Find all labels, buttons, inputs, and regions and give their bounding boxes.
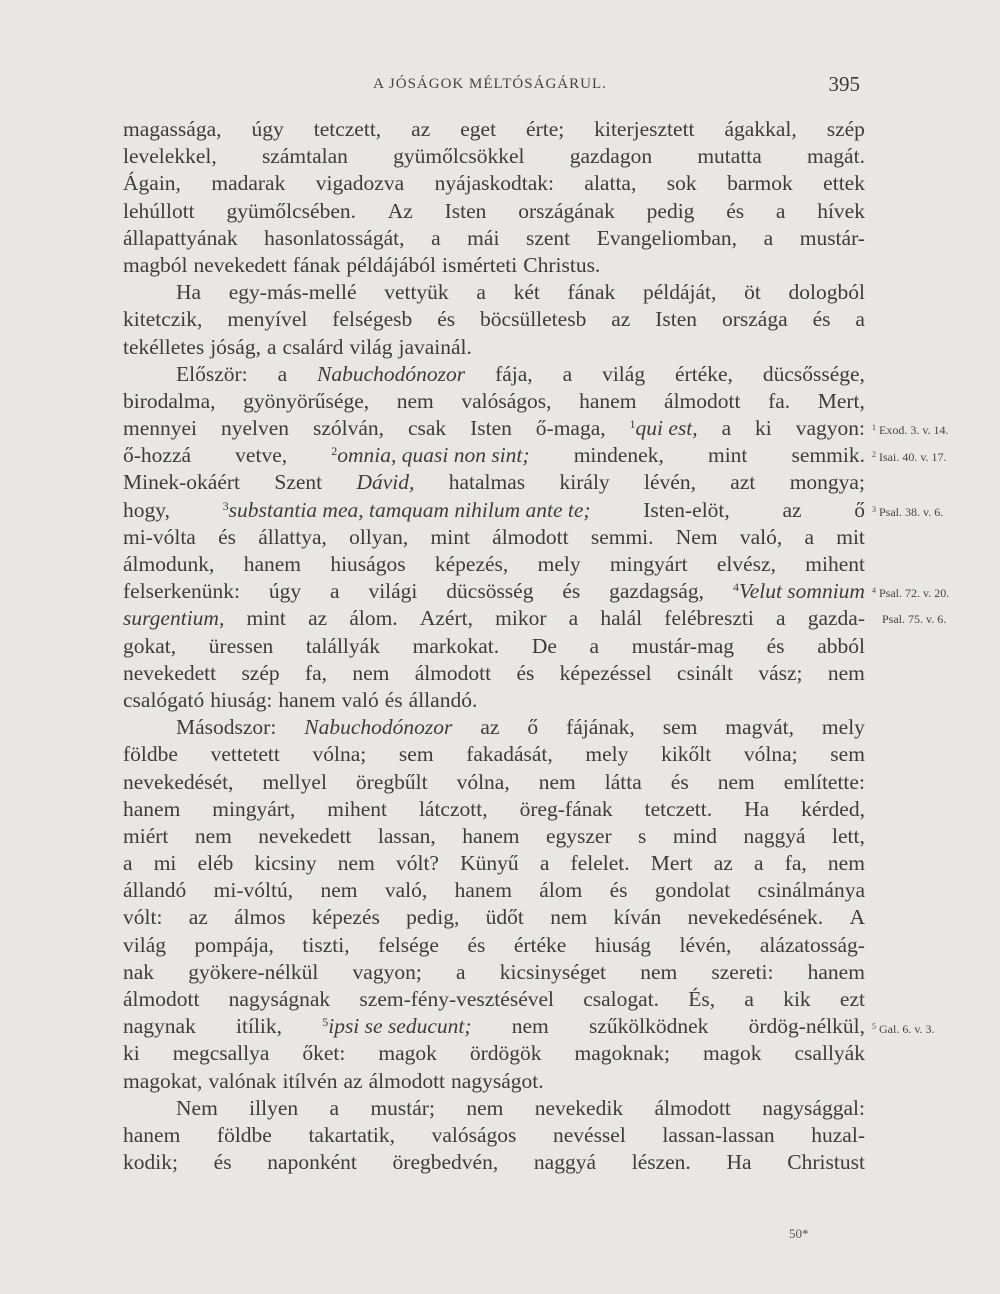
text-line: világ pompája, tiszti, felsége és értéke hiuság lévén, alázatosság-	[123, 932, 865, 957]
text-line: mennyei nyelven szólván, csak Isten ő-maga, $^1$qui est, a ki vagyon:	[123, 416, 865, 441]
text-line: tekélletes jóság, a csalárd világ javainál.	[123, 334, 472, 359]
marginal-reference	[872, 503, 1000, 519]
text-line: Nem illyen a mustár; nem nevekedik álmodott nagysággal:	[176, 1095, 865, 1120]
text-line: nagynak itílik, $^5$ipsi se seducunt; nem szűkölködnek ördög-nélkül,	[123, 1014, 865, 1039]
text-line: nak gyökere-nélkül vagyon; a kicsinységet nem szereti: hanem	[123, 959, 865, 984]
text-line: kodik; és naponként öregbedvén, naggyá lészen. Ha Christust	[123, 1150, 865, 1175]
text-line: állapattyának hasonlatosságát, a mái szent Evangeliomban, a mustár-	[123, 225, 865, 250]
marginal-reference	[872, 584, 1000, 600]
text-line: álmodunk, hanem hiuságos képezés, mely mingyárt elvész, mihent	[123, 552, 865, 576]
page-number: 395	[828, 72, 860, 96]
text-line: hogy, $^3$substantia mea, tamquam nihilum ante te; Isten-elöt, az ő	[123, 497, 865, 522]
text-line: lehúllott gyümőlcsében. Az Isten országának pedig és a hívek	[123, 198, 865, 223]
text-line: Először: a Nabuchodónozor fája, a világ értéke, dücsőssége,	[176, 361, 865, 386]
text-line: hanem mingyárt, mihent látczott, öreg-fának tetczett. Ha kérded,	[123, 796, 865, 821]
marginal-reference	[872, 448, 1000, 464]
text-line: Minek-okáért Szent Dávid, hatalmas király lévén, azt mongya;	[123, 470, 865, 495]
reference-text: Psal. 75. v. 6.	[882, 611, 947, 626]
footnote-number: 5	[872, 1021, 876, 1031]
text-line: ki megcsallya őket: magok ördögök magoknak; magok csallyák	[123, 1041, 865, 1066]
text-line: Ágain, madarak vigadozva nyájaskodtak: alatta, sok barmok ettek	[123, 171, 865, 196]
text-line: magból nevekedett fának példájából ismérteti Christus.	[123, 252, 601, 277]
text-line: mi-vólta és állattya, ollyan, mint álmodott semmi. Nem való, a mit	[123, 524, 865, 549]
text-line: kitetczik, menyível felségesb és böcsülletesb az Isten országa és a	[123, 307, 865, 332]
text-line: földbe vettetett vólna; sem fakadását, mely kikőlt vólna; sem	[123, 742, 865, 767]
text-line: Másodszor: Nabuchodónozor az ő fájának, sem magvát, mely	[176, 715, 865, 740]
text-line: nevekedett szép fa, nem álmodott és képezéssel csinált vász; nem	[123, 660, 865, 685]
text-line: állandó mi-vóltú, nem való, hanem álom és gondolat csinálmánya	[123, 878, 865, 903]
text-line: álmodott nagyságnak szem-fény-vesztésével csalogat. És, a kik ezt	[123, 987, 865, 1011]
text-line: csalógató hiuság: hanem való és állandó.	[123, 687, 478, 712]
page-header	[120, 72, 860, 102]
running-title: A JÓSÁGOK MÉLTÓSÁGÁRUL.	[373, 76, 607, 92]
text-line: gokat, üressen talállyák markokat. De a mustár-mag és abból	[123, 633, 865, 658]
reference-text: Isai. 40. v. 17.	[879, 450, 947, 465]
text-line: miért nem nevekedett lassan, hanem egyszer s mind naggyá lett,	[123, 823, 865, 848]
reference-text: Psal. 38. v. 6.	[879, 504, 944, 519]
text-line: magassága, úgy tetczett, az eget érte; kiterjesztett ágakkal, szép	[123, 117, 865, 141]
text-line: levelekkel, számtalan gyümőlcsökkel gazdagon mutatta magát.	[123, 144, 865, 169]
text-line: a mi eléb kicsiny nem vólt? Künyű a felelet. Mert az a fa, nem	[123, 851, 865, 876]
text-line: hanem földbe takartatik, valóságos nevéssel lassan-lassan huzal-	[123, 1122, 865, 1147]
text-line: surgentium, mint az álom. Azért, mikor a halál felébreszti a gazda-	[123, 606, 865, 631]
text-line: ő-hozzá vetve, $^2$omnia, quasi non sint; mindenek, mint semmik.	[123, 443, 865, 468]
reference-text: Exod. 3. v. 14.	[879, 423, 949, 438]
marginal-reference	[872, 421, 1000, 437]
marginal-reference	[872, 1020, 1000, 1036]
footnote-number: 4	[872, 586, 876, 596]
text-line: nevekedését, mellyel öregbűlt vólna, nem látta és nem említette:	[123, 769, 865, 794]
body-text	[123, 116, 865, 1176]
text-line: vólt: az álmos képezés pedig, üdőt nem kíván nevekedésének. A	[123, 905, 865, 930]
reference-text: Psal. 72. v. 20.	[879, 586, 950, 601]
text-line: felserkenünk: úgy a világi dücsösség és gazdagság, $^4$Velut somnium	[123, 579, 865, 604]
footnote-number: 1	[872, 423, 876, 433]
signature-mark: 50*	[789, 1226, 809, 1241]
text-line: birodalma, gyönyörűsége, nem valóságos, hanem álmodott fa. Mert,	[123, 388, 865, 413]
footnote-number: 2	[872, 450, 876, 460]
text-line: magokat, valónak itílvén az álmodott nagyságot.	[123, 1068, 544, 1093]
footnote-number: 3	[872, 504, 876, 514]
reference-text: Gal. 6. v. 3.	[879, 1021, 935, 1036]
text-line: Ha egy-más-mellé vettyük a két fának példáját, öt dologból	[176, 280, 865, 305]
marginal-reference	[872, 612, 1000, 626]
